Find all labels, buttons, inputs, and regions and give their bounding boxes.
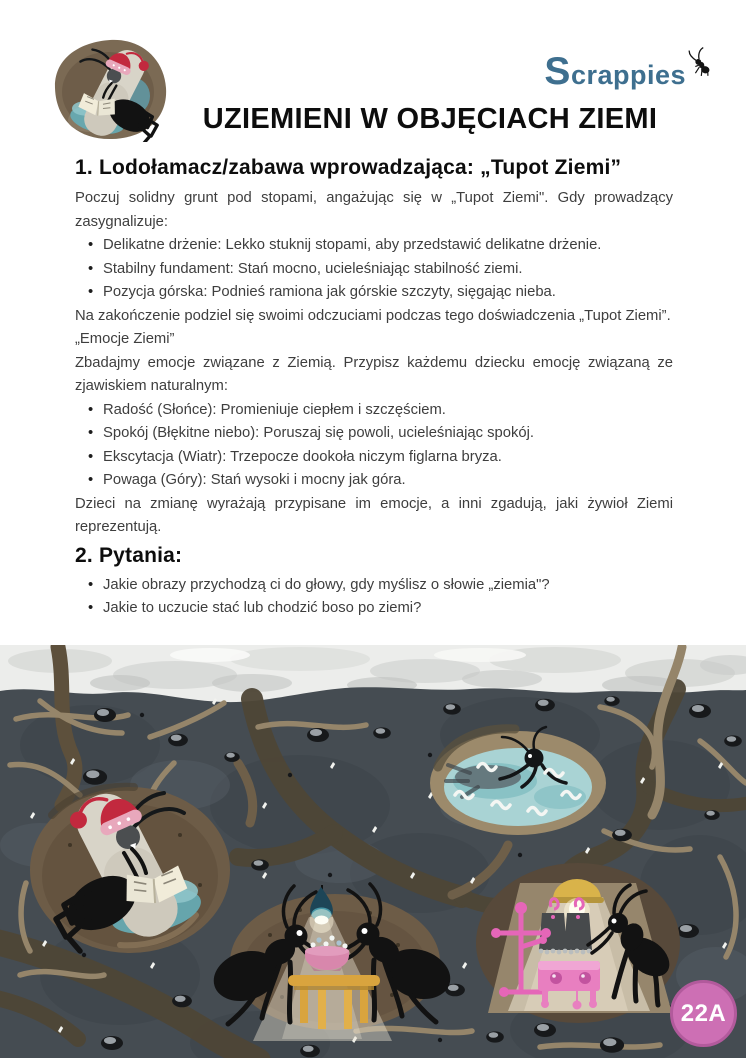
section-1-heading: 1. Lodołamacz/zabawa wprowadzająca: „Tupot Ziemi”: [75, 156, 622, 179]
intro-paragraph: Poczuj solidny grunt pod stopami, angażując się w „Tupot Ziemi". Gdy prowadzący zasygnalizuje:: [75, 190, 673, 230]
list-item: • Delikatne drżenie: Lekko stuknij stopami, aby przedstawić delikatne drżenie.: [88, 234, 673, 258]
brand-name: Scrappies: [544, 50, 686, 93]
content: [75, 156, 673, 621]
emotions-closing-paragraph: Dzieci na zmianę wyrażają przypisane im emocje, a inni zgadują, jaki żywioł Ziemi reprezentują.: [75, 495, 673, 535]
list-item: • Pozycja górska: Podnieś ramiona jak górskie szczyty, sięgając nieba.: [88, 281, 673, 305]
quote-line: „Emocje Ziemi”: [75, 331, 175, 347]
brand-logo: [544, 52, 714, 91]
question-list: [75, 574, 673, 621]
ant-icon: [688, 46, 714, 78]
page-number-badge: [670, 980, 737, 1047]
closing-paragraph: Na zakończenie podziel się swoimi odczuciami podczas tego doświadczenia „Tupot Ziemi”.: [75, 307, 671, 324]
bullet-list-emotions: [75, 399, 673, 493]
section-2-heading: 2. Pytania:: [75, 543, 183, 567]
list-item: • Ekscytacja (Wiatr): Trzepocze dookoła niczym figlarna bryza.: [88, 446, 673, 470]
emotions-intro-paragraph: Zbadajmy emocje związane z Ziemią. Przypisz każdemu dziecku emocję związaną ze zjawiskiem naturalnym:: [75, 354, 673, 394]
list-item: • Stabilny fundament: Stań mocno, ucieleśniając stabilność ziemi.: [88, 258, 673, 282]
page-number: 22A: [680, 999, 727, 1027]
underground-ant-colony-illustration: [0, 645, 746, 1058]
bedroom-chamber: [476, 863, 680, 1023]
page-title: UZIEMIENI W OBJĘCIACH ZIEMI: [202, 103, 658, 135]
bullet-list-tupot: [75, 234, 673, 305]
list-item: • Jakie to uczucie stać lub chodzić boso po ziemi?: [88, 597, 673, 621]
list-item: • Radość (Słońce): Promieniuje ciepłem i szczęściem.: [88, 399, 673, 423]
list-item: • Spokój (Błękitne niebo): Poruszaj się powoli, ucieleśniając spokój.: [88, 422, 673, 446]
list-item: • Jakie obrazy przychodzą ci do głowy, gdy myślisz o słowie „ziemia"?: [88, 574, 673, 598]
list-item: • Powaga (Góry): Stań wysoki i mocny jak góra.: [88, 469, 673, 493]
